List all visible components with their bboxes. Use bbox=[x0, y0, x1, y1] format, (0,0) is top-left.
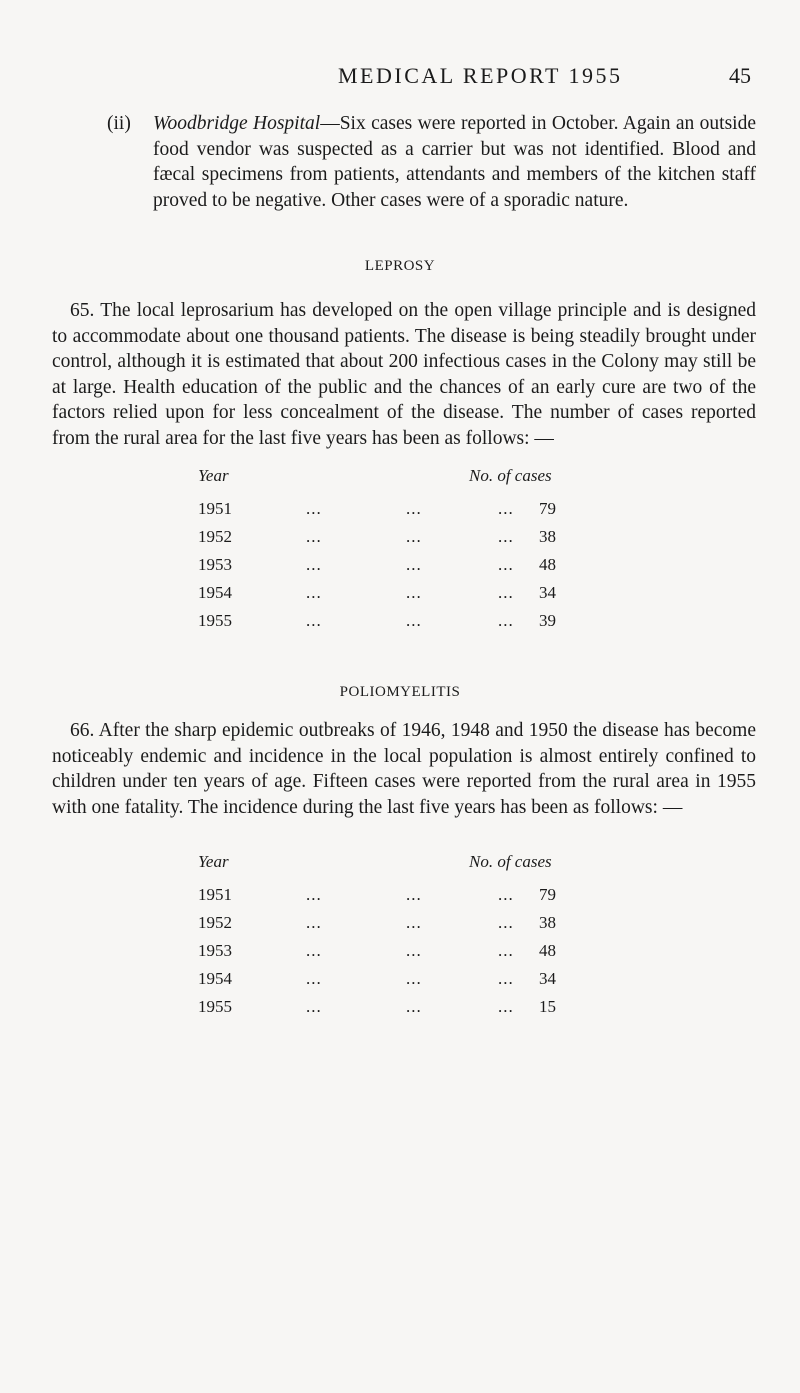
row-cases: 48 bbox=[539, 555, 556, 574]
row-cases: 79 bbox=[539, 885, 556, 904]
dot-leader: ... bbox=[406, 611, 422, 630]
row-year: 1955 bbox=[198, 611, 232, 630]
woodbridge-body bbox=[153, 111, 756, 213]
table-row bbox=[0, 499, 800, 525]
polio-col-cases: No. of cases bbox=[469, 852, 552, 871]
polio-col-year: Year bbox=[198, 852, 229, 871]
dot-leader: ... bbox=[406, 527, 422, 546]
dot-leader: ... bbox=[306, 555, 322, 574]
row-year: 1954 bbox=[198, 969, 232, 988]
row-year: 1952 bbox=[198, 527, 232, 546]
table-row bbox=[0, 583, 800, 609]
row-cases: 34 bbox=[539, 969, 556, 988]
table-row bbox=[0, 611, 800, 637]
row-cases: 39 bbox=[539, 611, 556, 630]
dot-leader: ... bbox=[498, 499, 514, 518]
row-cases: 38 bbox=[539, 527, 556, 546]
dot-leader: ... bbox=[406, 555, 422, 574]
dot-leader: ... bbox=[406, 885, 422, 904]
table-row bbox=[0, 997, 800, 1023]
running-head bbox=[0, 63, 800, 103]
page-number: 45 bbox=[729, 63, 751, 88]
leprosy-paragraph: 65. The local leprosarium has developed on the open village principle and is designed to accommodate about one thousand patients. The disease is being steadily brought under control, although it is estimated that about 200 infectious cases in the Colony may still be at large. Health education of the public and the chances of an early cure are two of the factors relied upon for less concealment of the disease. The number of cases reported from the rural area for the last five years has been as follows: — bbox=[52, 300, 756, 449]
dot-leader: ... bbox=[306, 969, 322, 988]
running-title: MEDICAL REPORT 1955 bbox=[338, 63, 623, 88]
row-cases: 38 bbox=[539, 913, 556, 932]
dot-leader: ... bbox=[406, 499, 422, 518]
dot-leader: ... bbox=[498, 969, 514, 988]
dot-leader: ... bbox=[306, 527, 322, 546]
dot-leader: ... bbox=[498, 555, 514, 574]
dot-leader: ... bbox=[498, 611, 514, 630]
woodbridge-title: Woodbridge Hospital bbox=[153, 113, 321, 134]
row-year: 1955 bbox=[198, 997, 232, 1016]
dot-leader: ... bbox=[406, 583, 422, 602]
woodbridge-paragraph bbox=[80, 111, 756, 213]
row-cases: 79 bbox=[539, 499, 556, 518]
dot-leader: ... bbox=[498, 885, 514, 904]
dot-leader: ... bbox=[406, 913, 422, 932]
row-year: 1953 bbox=[198, 555, 232, 574]
polio-paragraph: 66. After the sharp epidemic outbreaks of 1946, 1948 and 1950 the disease has become noticeably endemic and incidence in the local population is almost entirely confined to children under ten years of age. Fifteen cases were reported from the rural area in 1955 with one fatality. The incidence during the last five years has been as follows: — bbox=[52, 720, 756, 818]
dot-leader: ... bbox=[498, 941, 514, 960]
dot-leader: ... bbox=[406, 941, 422, 960]
dot-leader: ... bbox=[306, 499, 322, 518]
leprosy-heading: LEPROSY bbox=[364, 258, 436, 274]
dot-leader: ... bbox=[306, 885, 322, 904]
leprosy-col-cases: No. of cases bbox=[469, 466, 552, 485]
dot-leader: ... bbox=[498, 913, 514, 932]
row-year: 1953 bbox=[198, 941, 232, 960]
row-year: 1954 bbox=[198, 583, 232, 602]
table-row bbox=[0, 969, 800, 995]
leprosy-col-year: Year bbox=[198, 466, 229, 485]
row-year: 1951 bbox=[198, 885, 232, 904]
row-year: 1951 bbox=[198, 499, 232, 518]
woodbridge-text: —Six cases were reported in October. Again an outside food vendor was suspected as a carrier but was not identified. Blood and fæcal specimens from patients, attendants and members of the kitchen staff proved to be negative. Other cases were of a sporadic nature. bbox=[153, 113, 757, 211]
dot-leader: ... bbox=[406, 969, 422, 988]
table-row bbox=[0, 555, 800, 581]
dot-leader: ... bbox=[306, 611, 322, 630]
table-row bbox=[0, 941, 800, 967]
row-year: 1952 bbox=[198, 913, 232, 932]
table-row bbox=[0, 913, 800, 939]
row-cases: 34 bbox=[539, 583, 556, 602]
dot-leader: ... bbox=[498, 527, 514, 546]
row-cases: 48 bbox=[539, 941, 556, 960]
dot-leader: ... bbox=[306, 997, 322, 1016]
row-cases: 15 bbox=[539, 997, 556, 1016]
dot-leader: ... bbox=[406, 997, 422, 1016]
dot-leader: ... bbox=[498, 997, 514, 1016]
dot-leader: ... bbox=[306, 941, 322, 960]
dot-leader: ... bbox=[306, 913, 322, 932]
polio-heading: POLIOMYELITIS bbox=[339, 684, 461, 700]
table-row bbox=[0, 527, 800, 553]
subsection-marker: (ii) bbox=[107, 113, 131, 134]
table-row bbox=[0, 885, 800, 911]
dot-leader: ... bbox=[498, 583, 514, 602]
dot-leader: ... bbox=[306, 583, 322, 602]
